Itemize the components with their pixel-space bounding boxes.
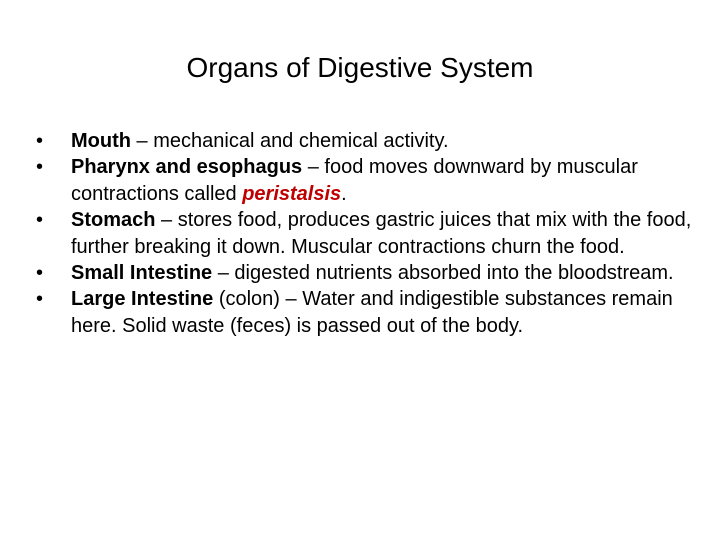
bullet-icon: • — [36, 156, 44, 179]
term-pharynx: Pharynx and esophagus — [71, 156, 303, 179]
description-large-intestine: (colon) – Water and indigestible substances remain here. Solid waste (feces) is passed out of the body. — [71, 288, 673, 337]
description-small-intestine: – digested nutrients absorbed into the bloodstream. — [212, 262, 674, 285]
term-stomach: Stomach — [71, 209, 156, 232]
term-large-intestine: Large Intestine — [71, 288, 214, 311]
term-small-intestine: Small Intestine — [71, 262, 213, 285]
bullet-item-mouth — [36, 128, 696, 154]
bullet-list — [36, 128, 696, 339]
bullet-item-pharynx — [36, 154, 696, 207]
bullet-icon: • — [36, 288, 44, 311]
description-mouth: – mechanical and chemical activity. — [130, 130, 449, 152]
bullet-item-stomach — [36, 207, 696, 260]
term-mouth: Mouth — [71, 130, 131, 152]
bullet-icon: • — [36, 262, 44, 285]
slide-title: Organs of Digestive System — [186, 52, 534, 83]
description-stomach: – stores food, produces gastric juices that mix with the food, further breaking it down. Muscular contractions churn the food. — [71, 209, 692, 258]
bullet-icon: • — [36, 130, 44, 152]
description-pharynx-end: . — [341, 182, 347, 205]
emphasis-peristalsis: peristalsis — [242, 182, 342, 205]
bullet-icon: • — [36, 209, 44, 232]
bullet-item-small-intestine — [36, 260, 696, 286]
bullet-item-large-intestine — [36, 286, 696, 339]
description-pharynx: – food moves downward by muscular contractions called — [71, 156, 638, 205]
